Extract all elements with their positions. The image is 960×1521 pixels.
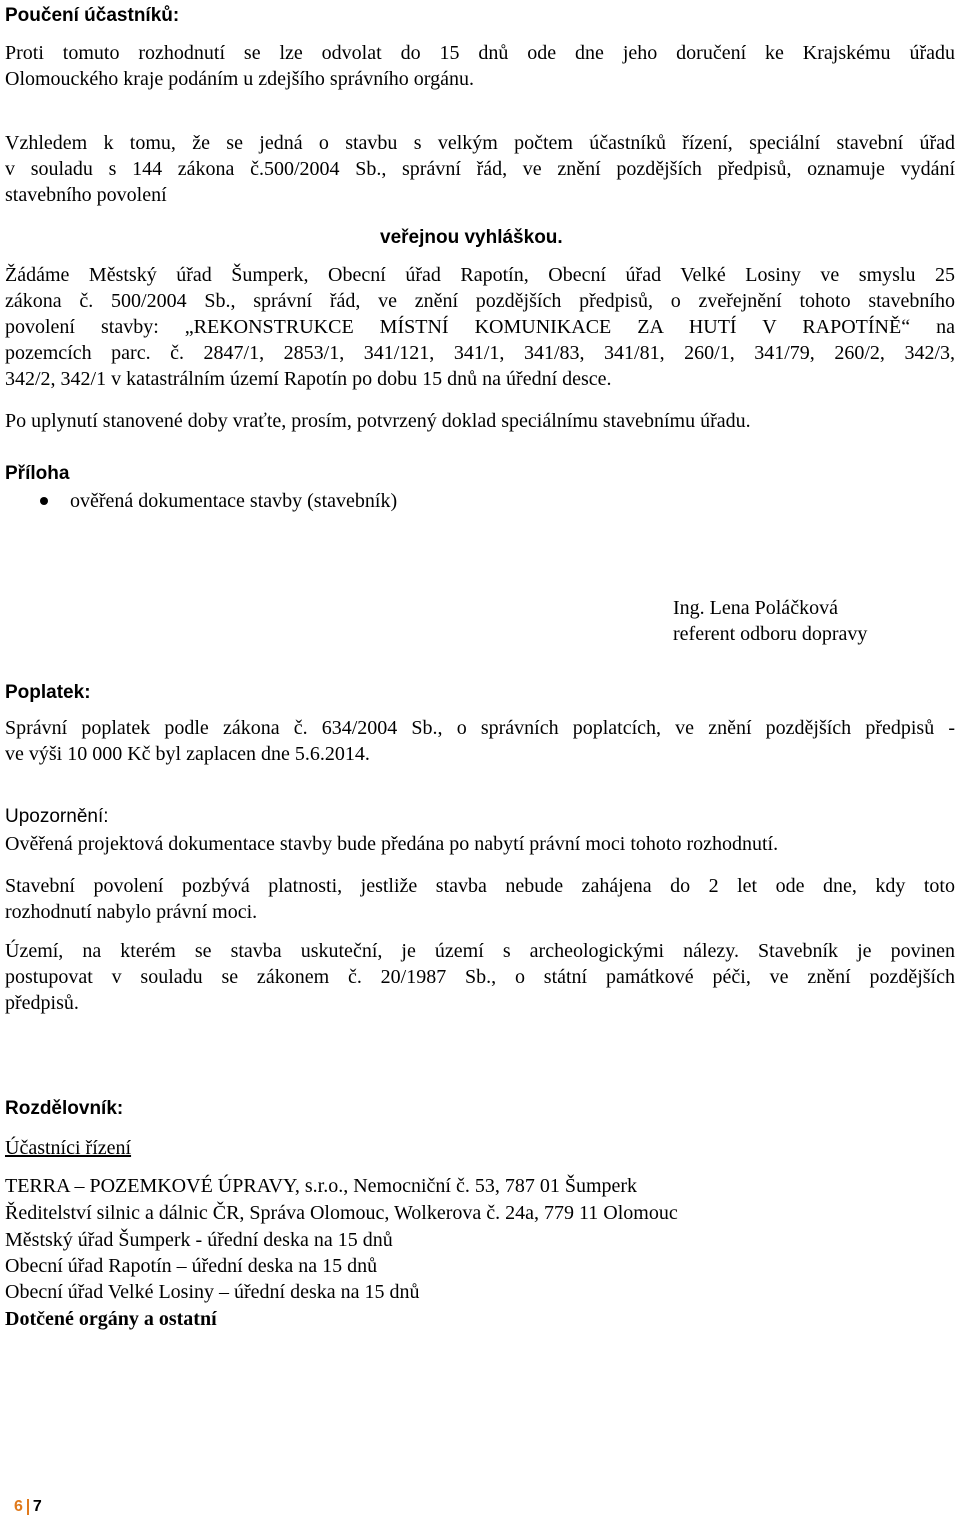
signature-name: Ing. Lena Poláčková	[673, 597, 838, 619]
verejna-vyhlaska-heading: veřejnou vyhláškou.	[380, 227, 563, 248]
upozorneni-p2-line1: Stavební povolení pozbývá platnosti, jestliže stavba nebude zahájena do 2 let ode dne, kdy toto	[5, 875, 955, 897]
ucastnici-heading: Účastníci řízení	[5, 1137, 132, 1159]
upozorneni-p3-line1: Území, na kterém se stavba uskuteční, je území s archeologickými nálezy. Stavebník je povinen	[5, 940, 955, 962]
pouceni-p2-line3: stavebního povolení	[5, 184, 167, 206]
rozdelovnik-item: Městský úřad Šumperk - úřední deska na 15 dnů	[5, 1229, 393, 1251]
poplatek-line1: Správní poplatek podle zákona č. 634/2004 Sb., o správních poplatcích, ve znění pozdějších předpisů -	[5, 717, 955, 739]
pouceni-p2-line1: Vzhledem k tomu, že se jedná o stavbu s velkým počtem účastníků řízení, speciální stavební úřad	[5, 132, 955, 154]
poplatek-line2: ve výši 10 000 Kč byl zaplacen dne 5.6.2014.	[5, 743, 370, 765]
upozorneni-p2-line2: rozhodnutí nabylo právní moci.	[5, 901, 258, 923]
bullet-icon	[40, 497, 48, 505]
dotcene-heading: Dotčené orgány a ostatní	[5, 1308, 217, 1330]
pouceni-p2-line2: v souladu s 144 zákona č.500/2004 Sb., správní řád, ve znění pozdějších předpisů, oznamuje vydání	[5, 158, 955, 180]
rozdelovnik-item: Ředitelství silnic a dálnic ČR, Správa Olomouc, Wolkerova č. 24a, 779 11 Olomouc	[5, 1202, 678, 1224]
pouceni-p3-line2: zákona č. 500/2004 Sb., správní řád, ve znění pozdějších předpisů, o zveřejnění tohoto stavebního	[5, 290, 955, 312]
poplatek-heading: Poplatek:	[5, 682, 91, 703]
priloha-list-item	[40, 488, 397, 514]
pouceni-p3-line3: povolení stavby: „REKONSTRUKCE MÍSTNÍ KOMUNIKACE ZA HUTÍ V RAPOTÍNĚ“ na	[5, 316, 955, 338]
upozorneni-heading: Upozornění:	[5, 806, 109, 827]
total-pages-number: 7	[32, 1498, 42, 1515]
pouceni-p3-line4: pozemcích parc. č. 2847/1, 2853/1, 341/121, 341/1, 341/83, 341/81, 260/1, 341/79, 260/2, 342/3,	[5, 342, 955, 364]
pouceni-p1-line1: Proti tomuto rozhodnutí se lze odvolat do 15 dnů ode dne jeho doručení ke Krajskému úřadu	[5, 42, 955, 64]
pouceni-p4: Po uplynutí stanovené doby vraťte, prosím, potvrzený doklad speciálnímu stavebnímu úřadu.	[5, 410, 751, 432]
upozorneni-p3-line2: postupovat v souladu se zákonem č. 20/1987 Sb., o státní památkové péči, ve znění pozdějších	[5, 966, 955, 988]
upozorneni-p3-line3: předpisů.	[5, 992, 79, 1014]
rozdelovnik-item: TERRA – POZEMKOVÉ ÚPRAVY, s.r.o., Nemocniční č. 53, 787 01 Šumperk	[5, 1175, 638, 1197]
pouceni-p3-line5: 342/2, 342/1 v katastrálním území Rapotín po dobu 15 dnů na úřední desce.	[5, 368, 612, 390]
pouceni-p3-line1: Žádáme Městský úřad Šumperk, Obecní úřad Rapotín, Obecní úřad Velké Losiny ve smyslu 25	[5, 264, 955, 286]
priloha-item-text: ověřená dokumentace stavby (stavebník)	[70, 490, 398, 512]
rozdelovnik-item: Obecní úřad Rapotín – úřední deska na 15 dnů	[5, 1255, 378, 1277]
pouceni-p1-line2: Olomouckého kraje podáním u zdejšího správního orgánu.	[5, 68, 474, 90]
page-number	[14, 1494, 42, 1520]
rozdelovnik-item: Obecní úřad Velké Losiny – úřední deska na 15 dnů	[5, 1281, 420, 1303]
current-page-number: 6	[14, 1498, 23, 1515]
signature-role: referent odboru dopravy	[673, 623, 868, 645]
priloha-heading: Příloha	[5, 463, 70, 484]
page-number-separator	[27, 1499, 29, 1515]
upozorneni-p1: Ověřená projektová dokumentace stavby bude předána po nabytí právní moci tohoto rozhodnutí.	[5, 833, 779, 855]
rozdelovnik-heading: Rozdělovník:	[5, 1098, 124, 1119]
pouceni-heading: Poučení účastníků:	[5, 5, 180, 26]
